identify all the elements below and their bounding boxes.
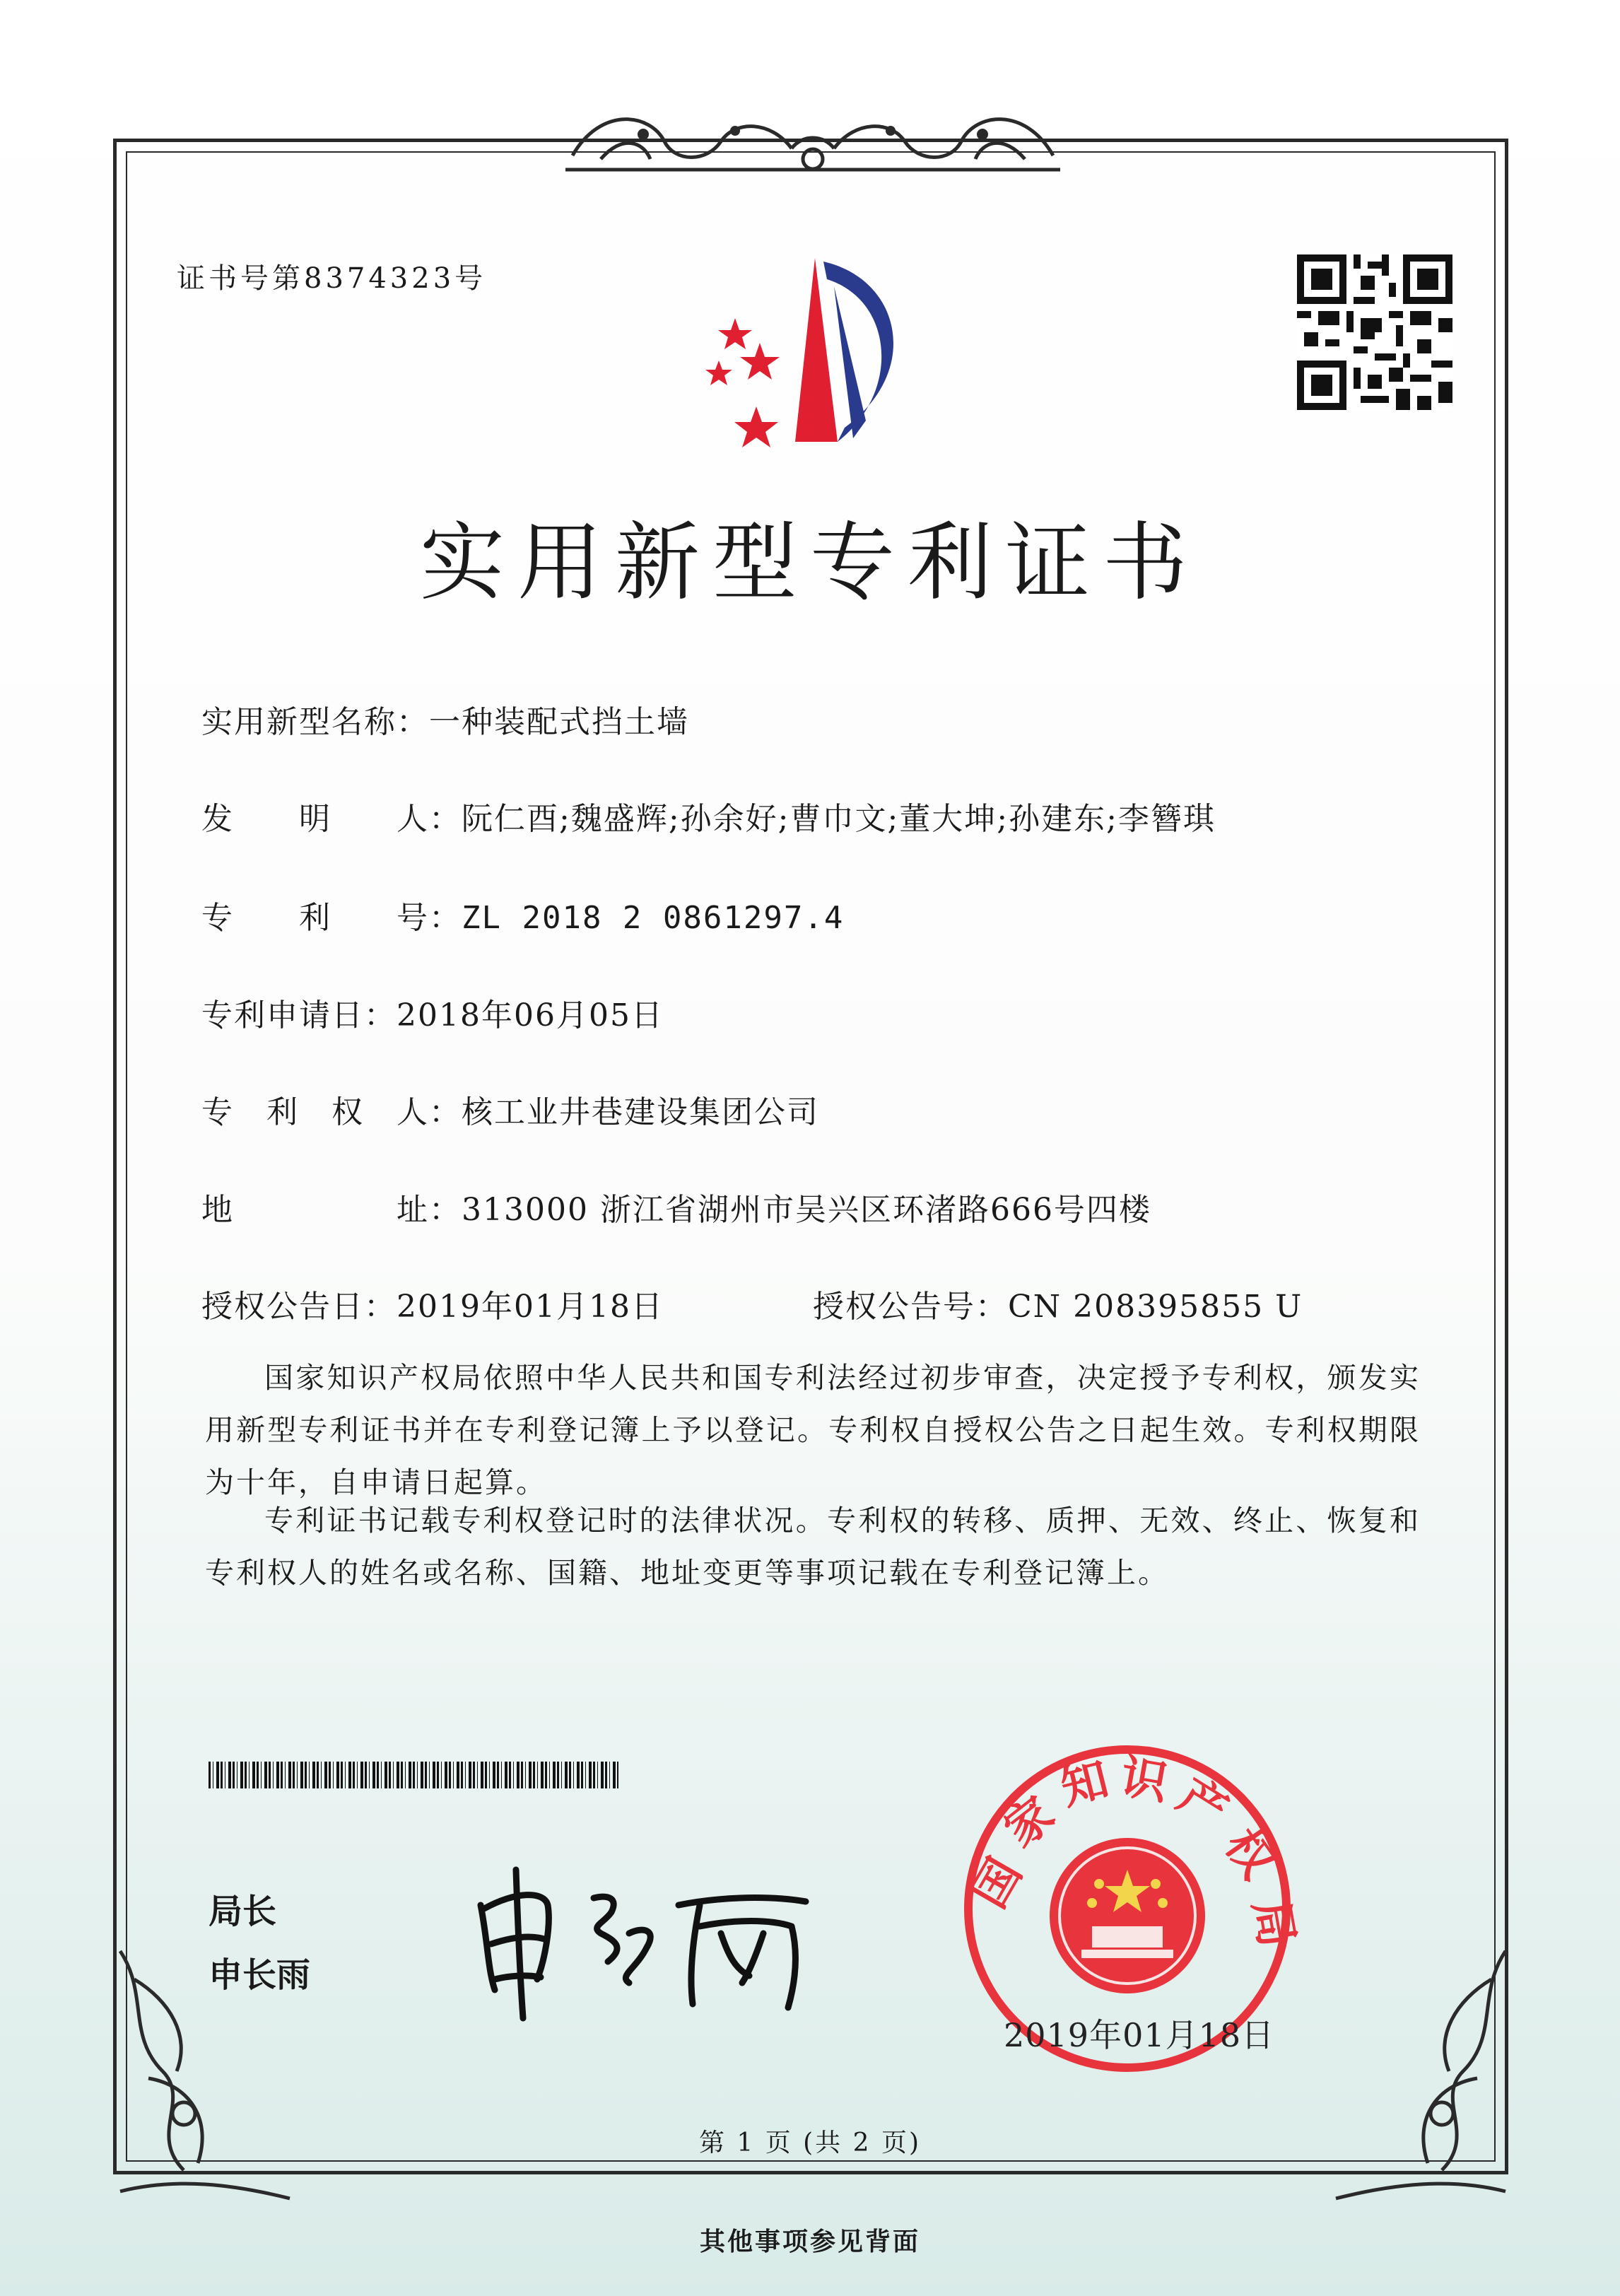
field-value: 阮仁酉;魏盛辉;孙余好;曹巾文;董大坤;孙建东;李簪琪 bbox=[462, 801, 1216, 837]
patent-office-logo bbox=[689, 251, 944, 445]
qr-code bbox=[1297, 254, 1452, 410]
paragraph-grant-notice: 国家知识产权局依照中华人民共和国专利法经过初步审查，决定授予专利权，颁发实用新型专利证书并在专利登记簿上予以登记。专利权自授权公告之日起生效。专利权期限为十年，自申请日起算。 bbox=[205, 1361, 1421, 1499]
field-label: 发 明 人： bbox=[201, 801, 462, 837]
certificate-title: 实用新型专利证书 bbox=[420, 514, 1200, 612]
field-filing-date bbox=[201, 990, 664, 1035]
field-value: 2018年06月05日 bbox=[397, 997, 664, 1033]
field-grant-date bbox=[201, 1281, 664, 1326]
svg-text:家: 家 bbox=[993, 1785, 1064, 1858]
field-patent-number bbox=[201, 892, 844, 937]
field-grant-number bbox=[813, 1281, 1303, 1326]
field-label: 专利申请日： bbox=[201, 997, 397, 1033]
field-label: 授权公告日： bbox=[201, 1289, 397, 1325]
director-name: 申长雨 bbox=[209, 1955, 311, 1995]
field-label: 授权公告号： bbox=[813, 1289, 1008, 1325]
certificate-number: 证书号第8374323号 bbox=[177, 262, 487, 295]
bottom-right-ornament bbox=[1322, 1937, 1520, 2206]
svg-text:识: 识 bbox=[1116, 1748, 1173, 1811]
field-label: 专 利 号： bbox=[201, 900, 462, 936]
svg-text:产: 产 bbox=[1168, 1767, 1238, 1839]
field-value: 2019年01月18日 bbox=[397, 1289, 664, 1325]
svg-text:权: 权 bbox=[1214, 1818, 1286, 1889]
barcode bbox=[209, 1762, 618, 1788]
field-utility-model-name bbox=[201, 696, 689, 742]
field-value: ZL 2018 2 0861297.4 bbox=[462, 900, 845, 936]
field-label: 专 利 权 人： bbox=[201, 1094, 462, 1130]
seal-date: 2019年01月18日 bbox=[1004, 2016, 1275, 2054]
field-address bbox=[201, 1184, 1151, 1229]
field-value: 核工业井巷建设集团公司 bbox=[462, 1094, 819, 1130]
director-title: 局长 bbox=[209, 1892, 277, 1931]
top-ornament bbox=[558, 92, 1067, 184]
svg-text:局: 局 bbox=[1243, 1895, 1305, 1952]
field-label: 实用新型名称： bbox=[201, 704, 429, 740]
svg-text:国: 国 bbox=[961, 1849, 1033, 1917]
field-label: 地 址： bbox=[201, 1192, 462, 1228]
paragraph-legal-status: 专利证书记载专利权登记时的法律状况。专利权的转移、质押、无效、终止、恢复和专利权人的姓名或名称、国籍、地址变更等事项记载在专利登记簿上。 bbox=[205, 1504, 1421, 1590]
field-value: CN 208395855 U bbox=[1008, 1289, 1303, 1325]
field-inventors bbox=[201, 793, 1216, 838]
field-value: 313000 浙江省湖州市吴兴区环渚路666号四楼 bbox=[462, 1192, 1151, 1228]
svg-text:知: 知 bbox=[1055, 1750, 1114, 1816]
page-indicator: 第 1 页 (共 2 页) bbox=[698, 2128, 922, 2157]
footer-note: 其他事项参见背面 bbox=[699, 2227, 920, 2256]
field-patent-holder bbox=[201, 1086, 819, 1132]
handwritten-signature bbox=[466, 1856, 834, 2025]
field-value: 一种装配式挡土墙 bbox=[429, 704, 689, 740]
